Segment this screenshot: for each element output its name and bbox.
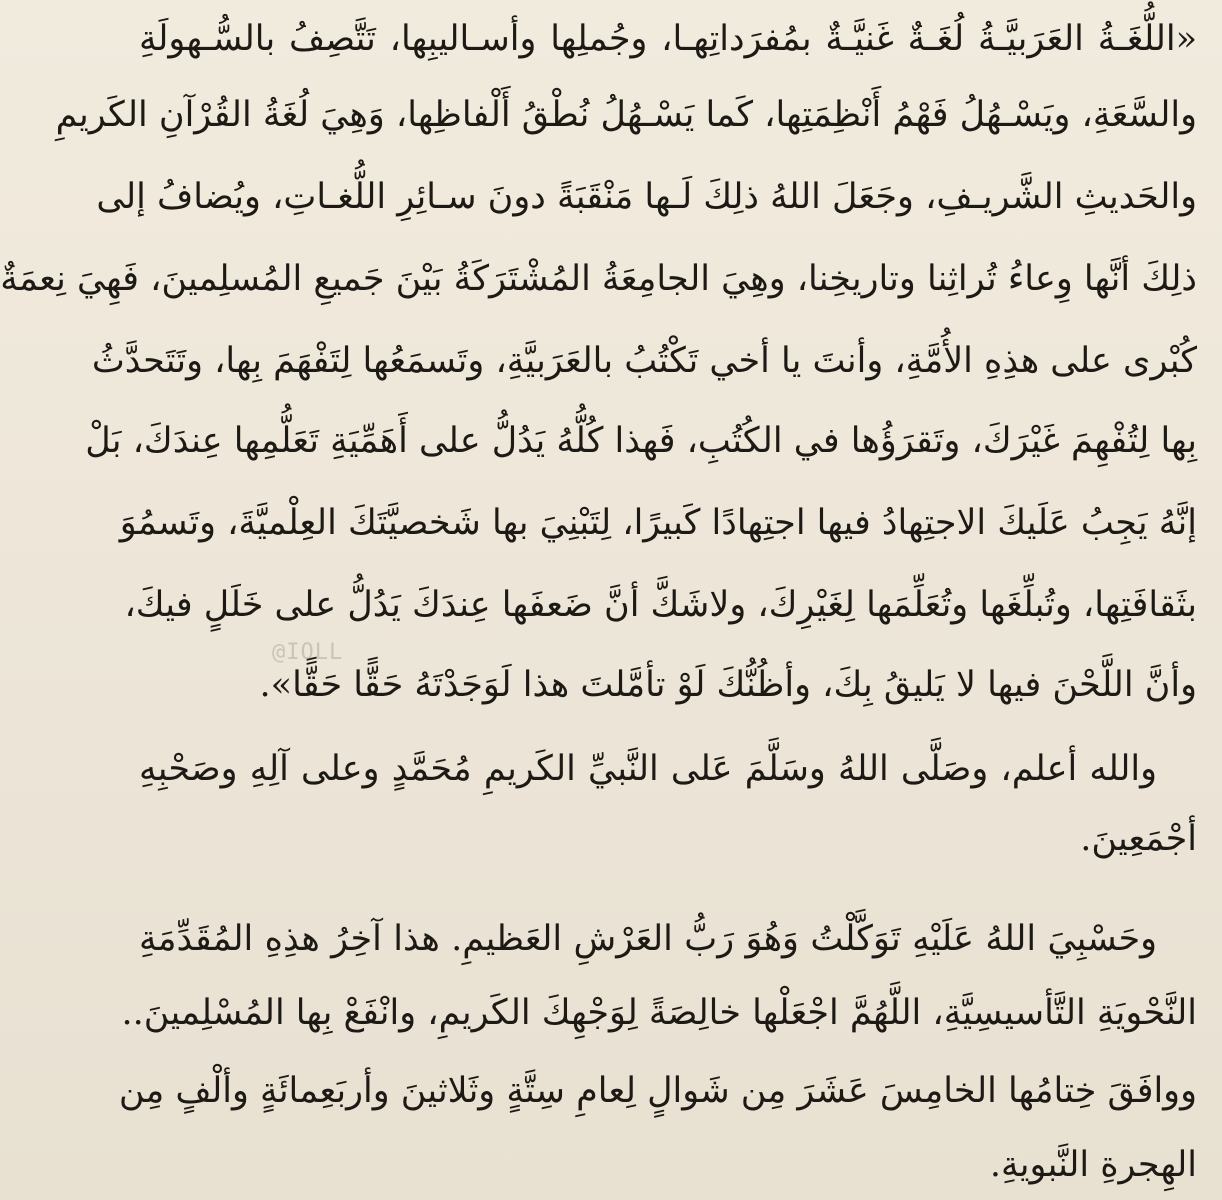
text-line: «اللُّغَـةُ العَرَبيَّـةُ لُغَـةٌ غَنيَّـةٌ بمُفرَداتِهـا، وجُملِها وأسـاليبِها، تَتَّصِفُ بالسُّـهولَةِ xyxy=(139,19,1197,59)
text-line: ذلِكَ أنَّها وِعاءُ تُراثِنا وتاريخِنا، وهِيَ الجامِعَةُ المُشْتَرَكَةُ بَيْنَ جَميعِ المُسلِمينَ، فَهِيَ نِعمَةٌ xyxy=(0,259,1197,299)
text-line: والله أعلم، وصَلَّى اللهُ وسَلَّمَ عَلى النَّبيِّ الكَريمِ مُحَمَّدٍ وعلى آلِهِ وصَحْبِهِ xyxy=(139,749,1157,789)
text-line: والحَديثِ الشَّريـفِ، وجَعَلَ اللهُ ذلِكَ لَـها مَنْقَبَةً دونَ سـائِرِ اللُّغـاتِ، ويُضافُ إلى xyxy=(96,177,1197,217)
text-line: أجْمَعِينَ. xyxy=(1080,819,1197,859)
text-line: والسَّعَةِ، ويَسْـهُلُ فَهْمُ أَنْظِمَتِها، كَما يَسْـهُلُ نُطْقُ أَلْفاظِها، وَهِيَ لُغَةُ القُرْآنِ الكَريمِ xyxy=(55,95,1197,135)
text-line: الهِجرةِ النَّبويةِ. xyxy=(989,1145,1197,1185)
text-line: وأنَّ اللَّحْنَ فيها لا يَليقُ بِكَ، وأظُنُّكَ لَوْ تأمَّلتَ هذا لَوَجَدْتَهُ حَقًّا حَقًّا». xyxy=(259,665,1197,705)
watermark: @IOLL xyxy=(272,640,344,665)
text-line: بِها لِتُفْهِمَ غَيْرَكَ، وتَقرَؤُها في الكُتُبِ، فَهذا كُلُّهُ يَدُلُّ على أَهَمِّيَةِ تَعَلُّمِها عِندَكَ، بَلْ xyxy=(85,421,1197,461)
text-line: بثَقافَتِها، وتُبلِّغَها وتُعَلِّمَها لِغَيْرِكَ، ولاشَكَّ أنَّ ضَعفَها عِندَكَ يَدُلُّ على خَلَلٍ فيكَ، xyxy=(124,585,1197,625)
text-line: ووافَقَ خِتامُها الخامِسَ عَشَرَ مِن شَوالٍ لِعامِ سِتَّةٍ وثَلاثينَ وأربَعِمائَةٍ وألْفٍ مِن xyxy=(118,1071,1197,1111)
text-line: النَّحْويَةِ التَّأسيسِيَّةِ، اللَّهُمَّ اجْعَلْها خالِصَةً لِوَجْهِكَ الكَريمِ، وانْفَعْ بِها المُسْلِمينَ.. xyxy=(121,993,1197,1033)
text-line: كُبْرى على هذِهِ الأُمَّةِ، وأنتَ يا أخي تَكْتُبُ بالعَرَبيَّةِ، وتَسمَعُها لِتَفْهَمَ بِها، وتَتَحدَّثُ xyxy=(91,341,1197,381)
text-line: إنَّهُ يَجِبُ عَلَيكَ الاجتِهادُ فيها اجتِهادًا كَبيرًا، لِتَبْنِيَ بها شَخصيَّتَكَ العِلْميَّةَ، وتَسمُوَ xyxy=(119,503,1197,543)
text-line: وحَسْبِيَ اللهُ عَلَيْهِ تَوَكَّلْتُ وَهُوَ رَبُّ العَرْشِ العَظيمِ. هذا آخِرُ هذِهِ المُقَدِّمَةِ xyxy=(139,919,1157,959)
